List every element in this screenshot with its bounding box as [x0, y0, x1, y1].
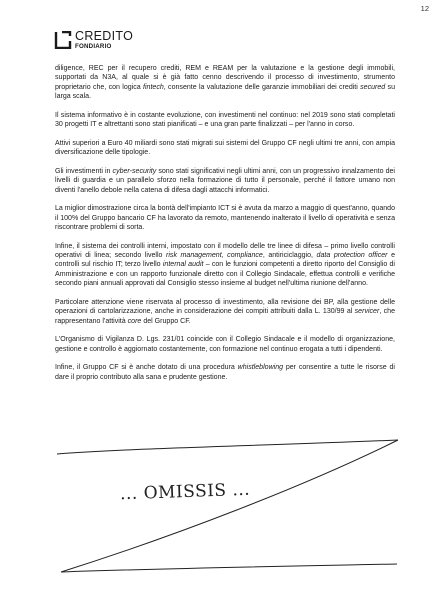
document-body [55, 64, 395, 391]
handwritten-omissis-note: ... OMISSIS ... [119, 479, 251, 505]
text-run: , antiriciclaggio, [262, 252, 317, 260]
paragraph [55, 64, 395, 102]
text-run: su larga scala. [55, 83, 395, 101]
text-run: del Gruppo CF. [141, 317, 191, 325]
paragraph [55, 363, 395, 382]
text-run: , consente la valutazione delle garanzie immobiliari dei crediti [163, 83, 361, 91]
paragraph [55, 204, 395, 232]
text-run: Il sistema informativo è in costante evoluzione, con investimenti nel continuo: nel 2019 sono stati completati 30 progetti IT e altrettanti sono stati pianificati – e una gran parte finalizzati – per l'anno in corso. [55, 111, 395, 129]
text-run: per consentire a tutte le risorse di dare il proprio contributo alla sana e prudente gestione. [55, 364, 395, 381]
italic-term: data protection officer [316, 252, 388, 260]
page-number: 12 [420, 4, 429, 13]
paragraph [55, 139, 395, 158]
text-run: sono stati significativi negli ultimi anni, con un progressivo innalzamento dei livelli di guardia e un parallelo sforzo nella formazione di tutto il personale, perché il fattore umano non diventi l'anello debole nella catena di difesa dagli attacchi informatici. [55, 167, 395, 194]
text-run: diligence, REC per il recupero crediti, REM e REAM per la valutazione e la gestione degli immobili, supportati da N3A, al quale si è già fatto cenno descrivendo il processo di investimento, strumento proprietario che, con logica [55, 65, 395, 91]
text-run: Infine, il Gruppo CF si è anche dotato di una procedura [55, 364, 238, 372]
strikeout-lines [55, 426, 400, 576]
italic-term: internal audit [162, 261, 204, 269]
text-run: – con le funzioni competenti a diretto riporto del Consiglio di Amministrazione e con un rapporto funzionale diretto con il Collegio Sindacale, effettua controlli e verifiche secondo piani annuali approvati dal Consiglio stesso insieme al budget nell'ultima riunione dell'anno. [55, 261, 395, 288]
text-run: Gli investimenti in [55, 167, 113, 175]
logo-bracket-icon [54, 31, 72, 49]
paragraph [55, 111, 395, 130]
italic-term: core [127, 317, 142, 325]
logo-name: CREDITO [75, 29, 134, 43]
italic-term: cyber-security [112, 167, 157, 175]
text-run: Infine, il sistema dei controlli interni, impostato con il modello delle tre linee di difesa – primo livello controlli operativi di linea; secondo livello [55, 242, 395, 260]
italic-term: secured [360, 83, 386, 91]
paragraph [55, 242, 395, 289]
logo-subtitle: FONDIARIO [75, 43, 112, 50]
text-run: L'Organismo di Vigilanza D. Lgs. 231/01 coincide con il Collegio Sindacale e il modello di organizzazione, gestione e controllo è aggiornato costantemente, con formazione nel continuo erogata a tutti i dipendenti. [55, 336, 395, 353]
text-run: La miglior dimostrazione circa la bontà dell'impianto ICT si è avuta da marzo a maggio di quest'anno, quando il 100% del Gruppo bancario CF ha lavorato da remoto, mantenendo inalterato il livello di operatività e senza riscontrare problemi di sorta. [55, 205, 395, 232]
text-run: Particolare attenzione viene riservata al processo di investimento, alla revisione dei BP, alla gestione delle operazioni di cartolarizzazione, anche in considerazione dei compiti attribuiti dalla L. 130/99 al [55, 298, 395, 316]
paragraph [55, 298, 395, 326]
italic-term: servicer [354, 308, 380, 316]
text-run: e controlli sul rischio IT; terzo livello [55, 252, 395, 269]
paragraph [55, 167, 395, 195]
credito-fondiario-logo [54, 30, 133, 50]
italic-term: risk management, compliance [166, 252, 263, 260]
italic-term: whistleblowing [237, 364, 284, 372]
paragraph [55, 335, 395, 354]
text-run: Attivi superiori a Euro 40 miliardi sono stati migrati sui sistemi del Gruppo CF negli ultimi tre anni, con ampia diversificazione delle tipologie. [55, 139, 395, 157]
text-run: , che rappresentano l'attività [55, 308, 395, 325]
italic-term: fintech [143, 83, 164, 91]
